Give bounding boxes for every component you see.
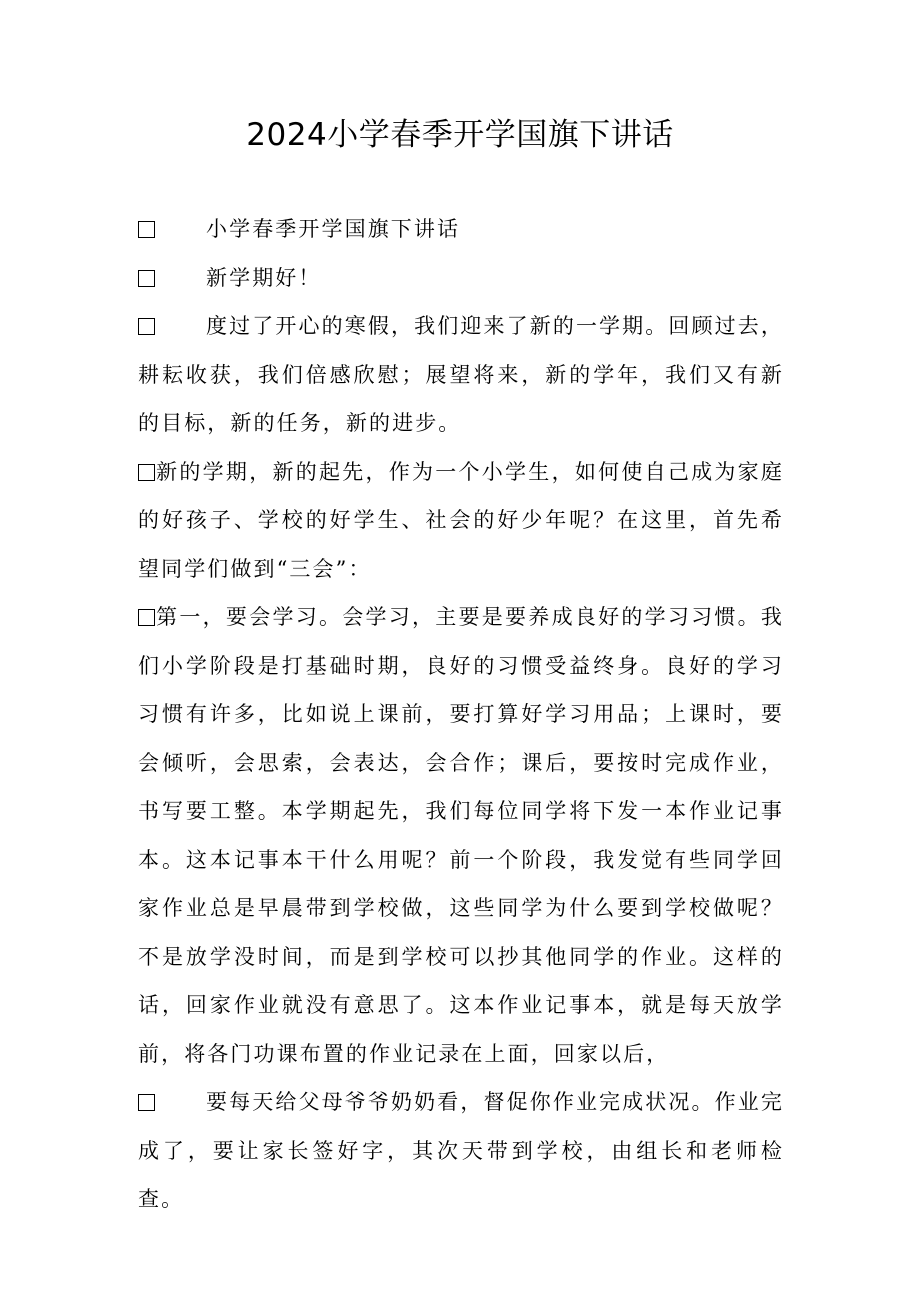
paragraph-text: 新学期好！ [206,265,322,290]
paragraph [138,593,784,1078]
checkbox-icon [138,318,155,335]
paragraph [138,205,784,254]
checkbox-icon [138,609,155,626]
document-body [138,205,784,1224]
paragraph-text: 度过了开心的寒假，我们迎来了新的一学期。回顾过去，耕耘收获，我们倍感欣慰；展望将来，新的学年，我们又有新的目标，新的任务，新的进步。 [138,314,784,435]
checkbox-icon [138,221,155,238]
paragraph-text: 要每天给父母爷爷奶奶看，督促你作业完成状况。作业完成了，要让家长签好字，其次天带到学校，由组长和老师检查。 [138,1090,784,1211]
paragraph-text: 小学春季开学国旗下讲话 [206,217,461,241]
paragraph [138,1078,784,1224]
checkbox-icon [138,464,155,481]
checkbox-icon [138,1094,155,1111]
checkbox-icon [138,270,155,287]
paragraph-text: 新的学期，新的起先，作为一个小学生，如何使自己成为家庭的好孩子、学校的好学生、社会的好少年呢？在这里，首先希望同学们做到“三会”： [138,459,784,581]
paragraph [138,302,784,448]
paragraph [138,254,784,303]
paragraph [138,448,784,594]
document-title: 2024小学春季开学国旗下讲话 [246,117,674,153]
paragraph-text: 第一，要会学习。会学习，主要是要养成良好的学习习惯。我们小学阶段是打基础时期，良好的习惯受益终身。良好的学习习惯有许多，比如说上课前，要打算好学习用品；上课时，要会倾听，会思索，会表达，会合作；课后，要按时完成作业，书写要工整。本学期起先，我们每位同学将下发一本作业记事本。这本记事本干什么用呢？前一个阶段，我发觉有些同学回家作业总是早晨带到学校做，这些同学为什么要到学校做呢？不是放学没时间，而是到学校可以抄其他同学的作业。这样的话，回家作业就没有意思了。这本作业记事本，就是每天放学前，将各门功课布置的作业记录在上面，回家以后， [138,605,784,1066]
